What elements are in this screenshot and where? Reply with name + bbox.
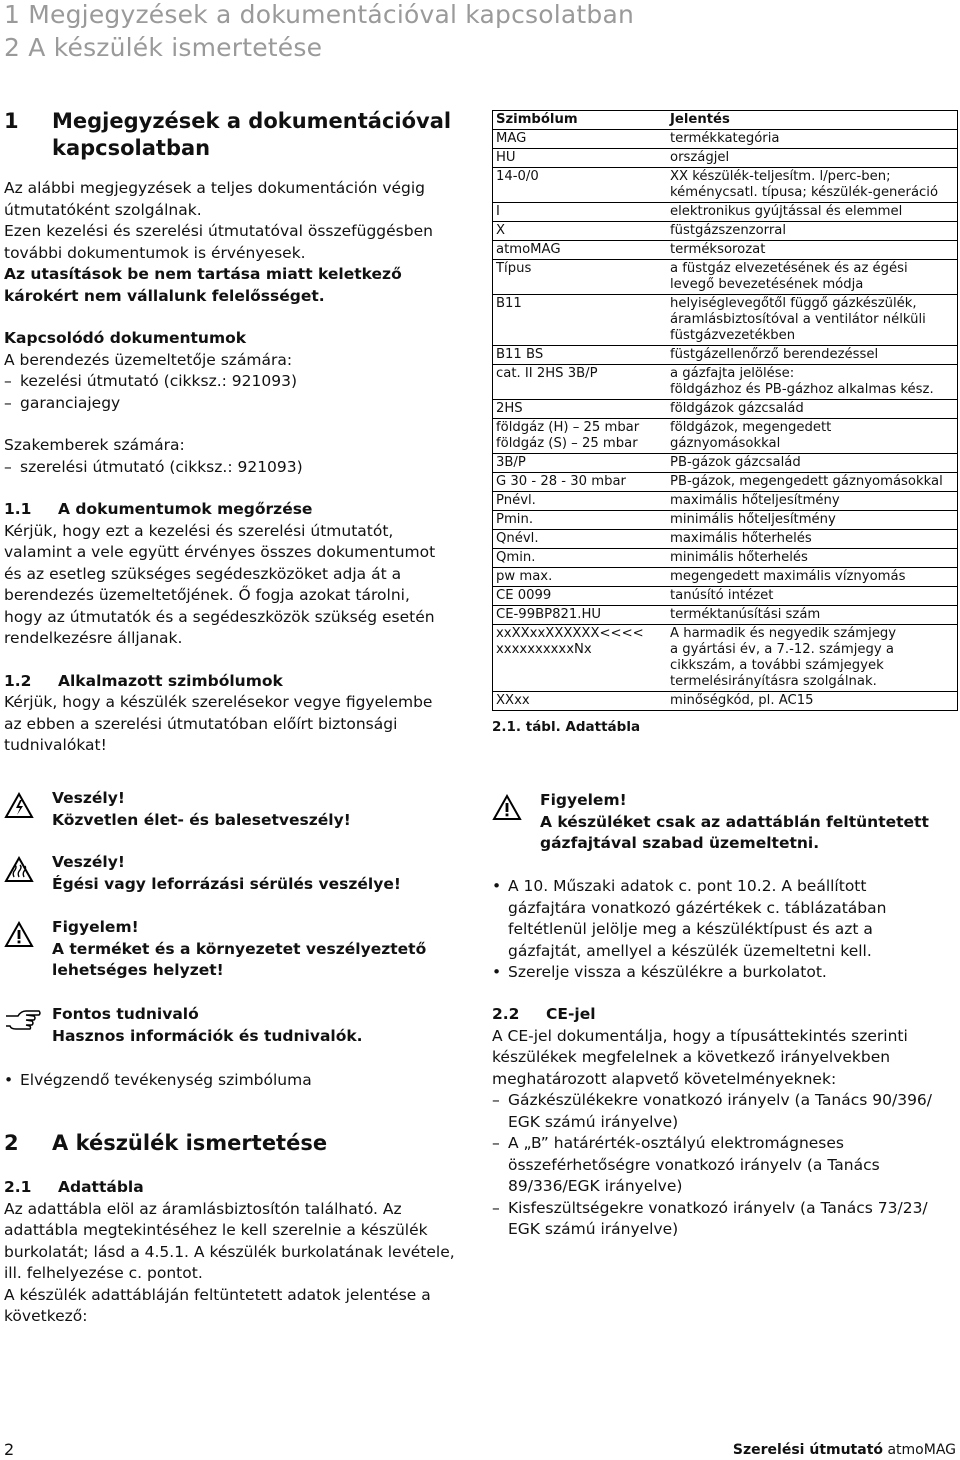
table-row (493, 568, 957, 587)
left-column (4, 108, 456, 757)
meaning-cell: terméksorozat (667, 241, 957, 260)
meaning-cell: minimális hőteljesítmény (667, 511, 957, 530)
table-row (493, 492, 957, 511)
section-2-heading: 2 A készülék ismertetése (4, 1131, 328, 1155)
list-item: – Kisfeszültségekre vonatkozó irányelv (a Tanács 73/23/ EGK számú irányelve) (492, 1198, 928, 1238)
table-row (493, 168, 957, 203)
symbol-cell: atmoMAG (493, 241, 667, 260)
footer-doc-title: Szerelési útmutató atmoMAG (732, 1442, 956, 1458)
activity-bullet: • Elvégzendő tevékenység szimbóluma (4, 1071, 312, 1089)
meaning-cell: a gázfajta jelölése: földgázhoz és PB-gázhoz alkalmas kész. (667, 365, 957, 400)
section-1-1-heading: 1.1 A dokumentumok megőrzése (4, 500, 313, 518)
meaning-cell: maximális hőterhelés (667, 530, 957, 549)
table-row (493, 222, 957, 241)
info-note: Fontos tudnivaló Hasznos információk és tudnivalók. (4, 1004, 456, 1047)
body-line: Az adattábla elöl az áramlásbiztosítón található. Az (4, 1199, 402, 1218)
symbol-cell: Qmin. (493, 549, 667, 568)
body-line: készülékek megfelelnek a következő irányelvekben (492, 1048, 891, 1066)
table-row (493, 419, 957, 454)
meaning-cell: országjel (667, 149, 957, 168)
operator-label: A berendezés üzemeltetője számára: (4, 350, 293, 369)
symbol-cell: I (493, 203, 667, 222)
table-row (493, 400, 957, 419)
table-row (493, 511, 957, 530)
list-item: – szerelési útmutató (cikksz.: 921093) (4, 457, 303, 476)
meaning-cell: földgázok, megengedett gáznyomásokkal (667, 419, 957, 454)
table-row (493, 260, 957, 295)
body-line: Kérjük, hogy a készülék szerelésekor vegye figyelembe (4, 693, 433, 711)
intro-line: Ezen kezelési és szerelési útmutatóval összefüggésben (4, 222, 433, 240)
table-row (493, 606, 957, 625)
meaning-cell: füstgázszenzorral (667, 222, 957, 241)
running-header-line-1: 1 Megjegyzések a dokumentációval kapcsolatban (4, 0, 635, 29)
list-item: – garanciajegy (4, 393, 121, 412)
page-number: 2 (4, 1440, 15, 1459)
meaning-cell: elektronikus gyújtással és elemmel (667, 203, 957, 222)
symbol-cell: 2HS (493, 400, 667, 419)
warning-danger-shock: Veszély! Közvetlen élet- és balesetveszély! (4, 788, 456, 831)
meaning-cell: a füstgáz elvezetésének és az égési levegő bevezetésének módja (667, 260, 957, 295)
symbol-cell: CE-99BP821.HU (493, 606, 667, 625)
table-row (493, 692, 957, 711)
table-caption: 2.1. tábl. Adattábla (492, 719, 641, 735)
body-line: ill. felhelyezése c. pontot. (4, 1264, 203, 1282)
meaning-cell: maximális hőteljesítmény (667, 492, 957, 511)
intro-line: útmutatóként szolgálnak. (4, 200, 202, 219)
meaning-cell: tanúsító intézet (667, 587, 957, 606)
body-line: A készülék adattábláján feltüntetett adatok jelentése a (4, 1285, 431, 1304)
liability-note: károkért nem vállalunk felelősséget. (4, 286, 325, 305)
symbol-cell: xxXXxxXXXXXX<<<< xxxxxxxxxxNx (493, 625, 667, 692)
warning-attention: Figyelem! A terméket és a környezetet veszélyeztető lehetséges helyzet! (4, 917, 456, 982)
meaning-cell: földgázok gázcsalád (667, 400, 957, 419)
specialist-label: Szakemberek számára: (4, 436, 185, 454)
meaning-cell: termékkategória (667, 130, 957, 149)
table-header-symbol: Szimbólum (493, 111, 667, 130)
table-row (493, 473, 957, 492)
list-item: – A „B” határérték-osztályú elektromágneses összeférhetőségre vonatkozó irányelv (a Tanács 89/336/EGK irányelve) (492, 1134, 880, 1195)
meaning-cell: minimális hőterhelés (667, 549, 957, 568)
body-line: meghatározott alapvető követelményeknek: (492, 1069, 837, 1088)
list-item: • Szerelje vissza a készülékre a burkolatot. (492, 963, 827, 981)
body-line: tudnivalókat! (4, 736, 107, 754)
body-line: Kérjük, hogy ezt a kezelési és szerelési útmutatót, (4, 521, 394, 540)
list-item: – Gázkészülékekre vonatkozó irányelv (a Tanács 90/396/ EGK számú irányelve) (492, 1091, 933, 1131)
table-row (493, 149, 957, 168)
body-line: az ebben a szerelési útmutatóban előírt biztonsági (4, 714, 398, 733)
symbol-cell: XXxx (496, 693, 530, 708)
symbol-cell: MAG (493, 130, 667, 149)
caution-triangle-icon (492, 790, 540, 825)
section-2 (4, 1130, 456, 1328)
symbol-cell: pw max. (493, 568, 667, 587)
body-line: burkolatát; lásd a 4.5.1. A készülék burkolatának levétele, (4, 1242, 455, 1261)
body-line: hogy az útmutatók és a segédeszközök szükség esetén (4, 607, 435, 626)
body-line: valamint a vele együtt érvényes összes dokumentumot (4, 543, 436, 561)
body-line: rendelkezésre álljanak. (4, 629, 183, 647)
intro-line: további dokumentumok is érvényesek. (4, 243, 306, 262)
symbol-cell: Pmin. (493, 511, 667, 530)
body-line: következő: (4, 1307, 88, 1325)
data-plate-table-wrap (492, 110, 958, 739)
table-header-meaning: Jelentés (667, 111, 957, 130)
table-row (493, 454, 957, 473)
meaning-cell: A harmadik és negyedik számjegy a gyártási év, a 7.-12. számjegy a cikkszám, a további számjegyek termelésirányításra szolgálnak. (667, 625, 957, 692)
meaning-cell: minőségkód, pl. AC15 (670, 693, 814, 708)
data-plate-table (493, 111, 957, 710)
table-row (493, 203, 957, 222)
table-row (493, 549, 957, 568)
section-1-2-heading: 1.2 Alkalmazott szimbólumok (4, 671, 283, 690)
symbol-cell: Qnévl. (493, 530, 667, 549)
symbol-cell: 3B/P (493, 454, 667, 473)
symbol-cell: B11 (493, 295, 667, 346)
table-row (493, 625, 957, 692)
meaning-cell: PB-gázok gázcsalád (667, 454, 957, 473)
symbol-cell: cat. II 2HS 3B/P (493, 365, 667, 400)
symbol-cell: CE 0099 (493, 587, 667, 606)
symbol-cell: Pnévl. (493, 492, 667, 511)
meaning-cell: megengedett maximális víznyomás (667, 568, 957, 587)
meaning-cell: PB-gázok, megengedett gáznyomásokkal (667, 473, 957, 492)
table-row (493, 241, 957, 260)
symbol-cell: Típus (493, 260, 667, 295)
warning-danger-burn: Veszély! Égési vagy leforrázási sérülés veszélye! (4, 852, 456, 895)
attention-gas-type: Figyelem! A készüléket csak az adattáblán feltüntetett gázfajtával szabad üzemeltetni. (492, 790, 958, 855)
meaning-cell: XX készülék-teljesítm. l/perc-ben; kéménycsatl. típusa; készülék-generáció (667, 168, 957, 203)
symbol-cell: földgáz (H) – 25 mbar földgáz (S) – 25 mbar (493, 419, 667, 454)
body-line: adattábla megtekintéséhez le kell szerelnie a készülék (4, 1221, 428, 1239)
symbol-cell: B11 BS (493, 346, 667, 365)
symbol-cell: 14-0/0 (493, 168, 667, 203)
symbol-cell: X (493, 222, 667, 241)
section-2-2 (492, 1004, 958, 1241)
related-docs-title: Kapcsolódó dokumentumok (4, 329, 247, 347)
table-row (493, 587, 957, 606)
body-line: berendezés üzemeltetőjének. Ő fogja azokat tárolni, (4, 586, 410, 604)
table-row (493, 295, 957, 346)
meaning-cell: füstgázellenőrző berendezéssel (667, 346, 957, 365)
symbol-cell: G 30 - 28 - 30 mbar (493, 473, 667, 492)
body-line: és az esetleg szükséges segédeszközöket adja át a (4, 564, 402, 583)
intro-line: Az alábbi megjegyzések a teljes dokumentáción végig (4, 179, 426, 197)
meaning-cell: terméktanúsítási szám (667, 606, 957, 625)
list-item: • A 10. Műszaki adatok c. pont 10.2. A beállított gázfajtára vonatkozó gázértékek c. táblázatában feltétlenül jelölje meg a készüléktípust és azt a gázfajtát, amellyel a készülék üzemeltetni kell. (492, 877, 887, 960)
table-row (493, 530, 957, 549)
liability-note: Az utasítások be nem tartása miatt keletkező (4, 265, 402, 283)
table-row (493, 130, 957, 149)
list-item: – kezelési útmutató (cikksz.: 921093) (4, 372, 298, 390)
caution-triangle-icon (4, 917, 52, 952)
electric-shock-warning-icon (4, 788, 52, 823)
symbol-cell: HU (493, 149, 667, 168)
body-line: A CE-jel dokumentálja, hogy a típusáttekintés szerinti (492, 1026, 908, 1045)
section-2-2-heading: 2.2 CE-jel (492, 1005, 596, 1023)
table-row (493, 346, 957, 365)
section-1-heading: 1 Megjegyzések a dokumentációval kapcsolatban (4, 109, 452, 160)
table-row (493, 365, 957, 400)
right-bullets (492, 876, 958, 984)
meaning-cell: helyiséglevegőtől függő gázkészülék, áramlásbiztosítóval a ventilátor nélküli füstgázvezetékben (667, 295, 957, 346)
hot-surface-warning-icon (4, 852, 52, 887)
running-header-line-2: 2 A készülék ismertetése (4, 33, 323, 62)
section-2-1-heading: 2.1 Adattábla (4, 1178, 144, 1196)
pointing-hand-icon (4, 1004, 52, 1036)
